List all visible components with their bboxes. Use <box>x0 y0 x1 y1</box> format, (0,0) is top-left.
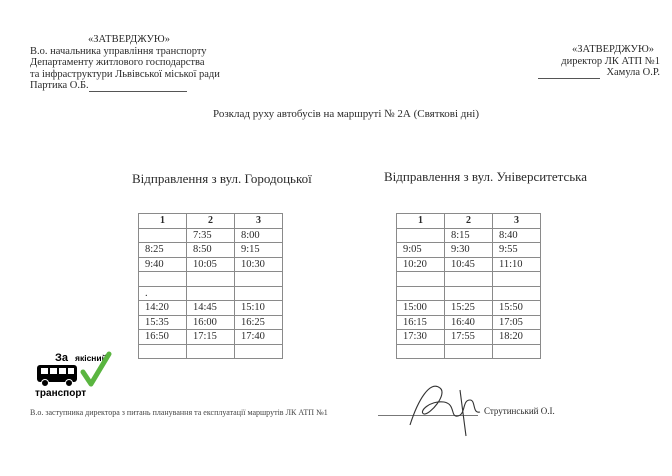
footer-position: В.о. заступника директора з питань планування та експлуатації маршрутів ЛК АТП №1 <box>30 408 328 417</box>
logo-word-2: якісний <box>75 353 107 363</box>
timetable-header-row <box>397 214 541 229</box>
column-header: 2 <box>187 214 235 229</box>
approval-signer-row-right <box>520 67 660 79</box>
time-cell: 8:25 <box>139 243 187 258</box>
approval-line-3: та інфраструктури Львівської міської ради <box>30 68 220 80</box>
time-cell: 18:20 <box>493 330 541 345</box>
time-cell: 15:10 <box>235 301 283 316</box>
time-cell: 9:55 <box>493 243 541 258</box>
timetable-row <box>397 228 541 243</box>
timetable-row <box>139 257 283 272</box>
timetable-row <box>397 272 541 287</box>
time-cell <box>445 344 493 359</box>
timetable-row <box>397 286 541 301</box>
time-cell: 15:00 <box>397 301 445 316</box>
time-cell: 16:50 <box>139 330 187 345</box>
timetable-row <box>397 315 541 330</box>
logo-word-3: транспорт <box>35 388 87 399</box>
direction-title-left: Відправлення з вул. Городоцької <box>132 171 312 186</box>
time-cell: 9:15 <box>235 243 283 258</box>
approval-signer-row-left <box>30 80 220 92</box>
time-cell <box>493 344 541 359</box>
timetable-row <box>139 301 283 316</box>
timetable-row <box>397 301 541 316</box>
bus-icon <box>37 365 77 387</box>
time-cell: 17:05 <box>493 315 541 330</box>
time-cell: 10:05 <box>187 257 235 272</box>
timetable-row <box>139 228 283 243</box>
logo-word-1: За <box>55 352 69 364</box>
time-cell <box>139 344 187 359</box>
time-cell <box>139 272 187 287</box>
column-header: 1 <box>397 214 445 229</box>
time-cell: 10:45 <box>445 257 493 272</box>
time-cell: 15:25 <box>445 301 493 316</box>
time-cell: 17:55 <box>445 330 493 345</box>
signature-line-left <box>89 91 187 92</box>
time-cell: 8:15 <box>445 228 493 243</box>
time-cell: 9:40 <box>139 257 187 272</box>
time-cell <box>493 286 541 301</box>
timetable-row <box>139 286 283 301</box>
time-cell <box>445 272 493 287</box>
timetable-left <box>138 213 283 359</box>
time-cell <box>187 344 235 359</box>
time-cell: 17:40 <box>235 330 283 345</box>
time-cell: 16:40 <box>445 315 493 330</box>
time-cell: 15:35 <box>139 315 187 330</box>
column-header: 2 <box>445 214 493 229</box>
time-cell <box>235 286 283 301</box>
time-cell <box>397 228 445 243</box>
timetable-row <box>397 344 541 359</box>
approval-signer-right: Хамула О.Р. <box>606 67 660 78</box>
timetable-row <box>139 330 283 345</box>
footer-signer: Струтинський О.І. <box>484 406 555 416</box>
approval-signer-left: Партика О.Б. <box>30 80 89 91</box>
approval-heading-left: «ЗАТВЕРДЖУЮ» <box>88 34 170 45</box>
time-cell: 11:10 <box>493 257 541 272</box>
time-cell <box>397 344 445 359</box>
timetable-header-row <box>139 214 283 229</box>
time-cell: 17:15 <box>187 330 235 345</box>
approval-line-1: В.о. начальника управління транспорту <box>30 45 207 57</box>
timetable-row <box>397 257 541 272</box>
column-header: 3 <box>235 214 283 229</box>
time-cell: 15:50 <box>493 301 541 316</box>
timetable-row <box>139 315 283 330</box>
time-cell: 9:05 <box>397 243 445 258</box>
time-cell: 10:30 <box>235 257 283 272</box>
approval-heading-right: «ЗАТВЕРДЖУЮ» <box>572 44 654 55</box>
time-cell: 14:45 <box>187 301 235 316</box>
time-cell <box>235 272 283 287</box>
time-cell: 16:00 <box>187 315 235 330</box>
approval-position-right: директор ЛК АТП №1 <box>561 55 660 67</box>
time-cell <box>235 344 283 359</box>
time-cell <box>187 286 235 301</box>
time-cell <box>493 272 541 287</box>
column-header: 1 <box>139 214 187 229</box>
timetable-row <box>397 330 541 345</box>
timetable-right <box>396 213 541 359</box>
timetable-row <box>397 243 541 258</box>
time-cell: 16:25 <box>235 315 283 330</box>
time-cell <box>445 286 493 301</box>
column-header: 3 <box>493 214 541 229</box>
time-cell: 8:40 <box>493 228 541 243</box>
approval-line-2: Департаменту житлового господарства <box>30 57 205 68</box>
time-cell <box>397 272 445 287</box>
timetable-row <box>139 243 283 258</box>
timetable-row <box>139 272 283 287</box>
time-cell: 8:50 <box>187 243 235 258</box>
time-cell: 9:30 <box>445 243 493 258</box>
timetable-row <box>139 344 283 359</box>
quality-transport-logo <box>33 350 143 400</box>
schedule-title: Розклад руху автобусів на маршруті № 2А (Святкові дні) <box>212 108 480 120</box>
time-cell: . <box>139 286 187 301</box>
approval-block-left <box>30 34 220 92</box>
handwritten-signature <box>400 370 490 440</box>
time-cell: 7:35 <box>187 228 235 243</box>
time-cell <box>187 272 235 287</box>
time-cell <box>139 228 187 243</box>
time-cell: 10:20 <box>397 257 445 272</box>
time-cell: 16:15 <box>397 315 445 330</box>
time-cell: 8:00 <box>235 228 283 243</box>
direction-title-right: Відправлення з вул. Університетська <box>384 169 588 184</box>
time-cell: 14:20 <box>139 301 187 316</box>
approval-block-right <box>520 44 660 79</box>
signature-line-right <box>538 78 600 79</box>
time-cell: 17:30 <box>397 330 445 345</box>
time-cell <box>397 286 445 301</box>
